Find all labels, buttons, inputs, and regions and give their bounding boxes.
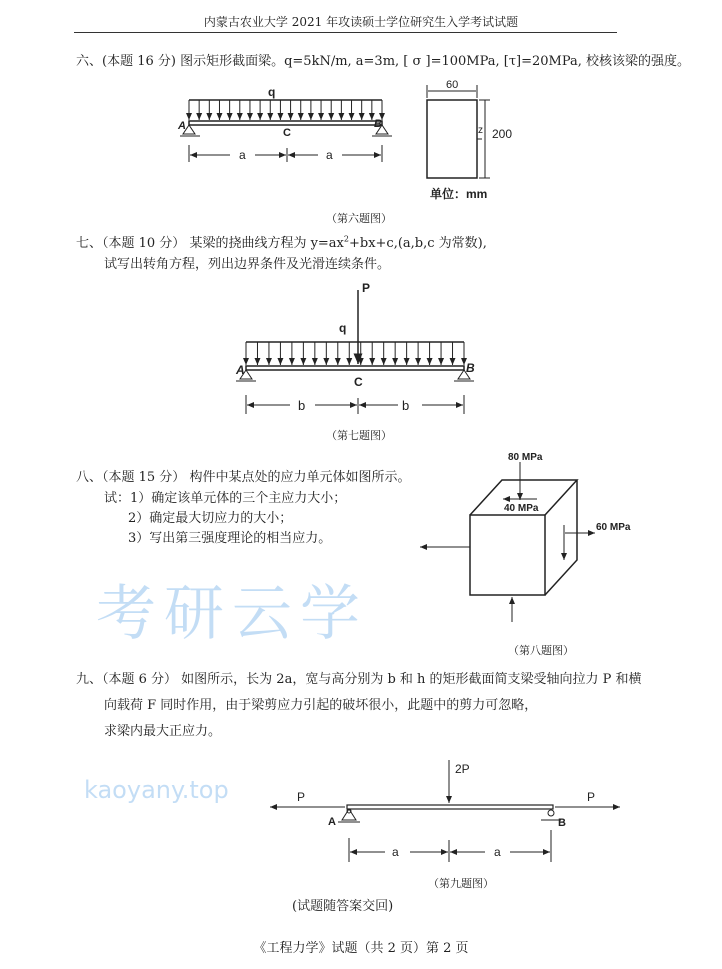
- fig6-B: B: [374, 118, 382, 130]
- fig9-B: B: [558, 817, 566, 829]
- fig7-A: A: [236, 363, 245, 377]
- fig8-s40: 40 MPa: [504, 503, 539, 514]
- fig9-load: 2P: [455, 762, 470, 776]
- fig8-stress-element: [420, 452, 631, 622]
- page-footer: 《工程力学》试题（共 2 页）第 2 页: [253, 941, 469, 956]
- fig6-A: A: [178, 120, 186, 132]
- fig6-C: C: [283, 127, 291, 139]
- q7-line1: 七、（本题 10 分） 某梁的挠曲线方程为 $y=ax^2+bx+c,(a,b,c$ 为常数),: [76, 234, 487, 251]
- q8-caption: （第八题图）: [508, 644, 574, 657]
- return-note: (试题随答案交回): [292, 899, 394, 914]
- fig6-a2: a: [326, 148, 333, 162]
- fig8-s80: 80 MPa: [508, 452, 543, 463]
- watermark-cn: 考研云学: [96, 579, 368, 649]
- q8-line2: 试：1）确定该单元体的三个主应力大小；: [104, 491, 347, 506]
- q9-line2: 向载荷 F 同时作用，由于梁剪应力引起的破坏很小，此题中的剪力可忽略，: [104, 698, 538, 713]
- watermark-url: kaoyany.top: [84, 776, 229, 804]
- fig6-height: 200: [492, 127, 513, 141]
- fig6-q: q: [268, 85, 276, 99]
- fig6-z: z: [478, 125, 483, 136]
- q6-text: 六、(本题 16 分) 图示矩形截面梁。q=5kN/m, a=3m, [ σ ]=100MPa, [τ]=20MPa, 校核该梁的强度。: [76, 54, 691, 69]
- q8-line4: 3）写出第三强度理论的相当应力。: [128, 531, 332, 546]
- page-header: 内蒙古农业大学 2021 年攻读硕士学位研究生入学考试试题: [203, 15, 519, 29]
- q9-caption: （第九题图）: [428, 877, 494, 890]
- fig9-a1: a: [392, 845, 399, 859]
- fig9-P-right: P: [587, 790, 596, 804]
- q6-caption: （第六题图）: [326, 212, 392, 225]
- fig9-a2: a: [494, 845, 501, 859]
- fig7-C: C: [354, 375, 363, 389]
- fig6-beam: [177, 85, 392, 162]
- fig6-unit: 单位：mm: [430, 187, 488, 201]
- q7-line2: 试写出转角方程，列出边界条件及光滑连续条件。: [104, 257, 391, 272]
- fig9-A: A: [328, 816, 336, 828]
- fig7-beam: [235, 281, 475, 414]
- fig7-q: q: [339, 321, 347, 335]
- q8-line1: 八、（本题 15 分） 构件中某点处的应力单元体如图所示。: [76, 470, 411, 485]
- fig8-s60: 60 MPa: [596, 522, 631, 533]
- fig9-P-left: P: [297, 790, 306, 804]
- fig7-B: B: [466, 361, 475, 375]
- fig6-width: 60: [446, 79, 459, 91]
- q8-line3: 2）确定最大切应力的大小；: [128, 511, 293, 526]
- fig9-beam: [270, 760, 620, 862]
- q9-line1: 九、（本题 6 分） 如图所示，长为 2a，宽与高分别为 b 和 h 的矩形截面简支梁受轴向拉力 P 和横: [76, 672, 642, 687]
- q7-caption: （第七题图）: [326, 429, 392, 442]
- fig6-cross-section: [427, 79, 512, 201]
- fig6-a1: a: [239, 148, 246, 162]
- fig7-b2: b: [402, 398, 410, 413]
- fig7-P: P: [362, 281, 371, 295]
- q9-line3: 求梁内最大正应力。: [104, 724, 222, 739]
- fig7-b1: b: [298, 398, 306, 413]
